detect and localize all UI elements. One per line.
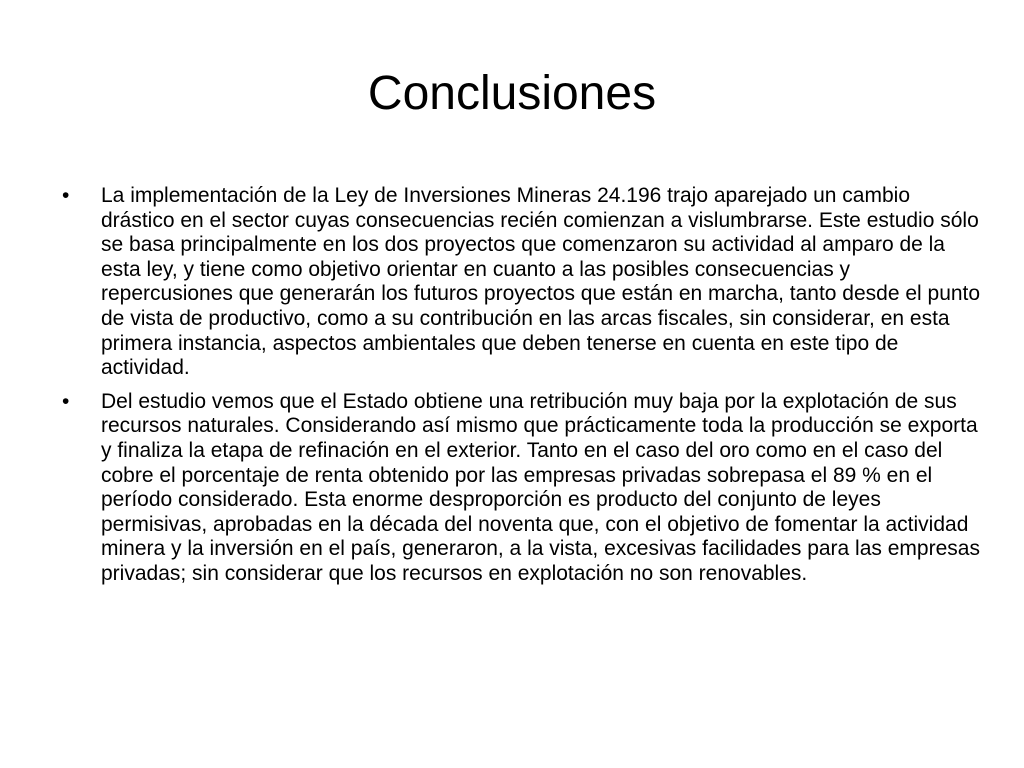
bullet-marker: •: [62, 389, 70, 413]
bullet-text: Del estudio vemos que el Estado obtiene una retribución muy baja por la explotación de sus recursos naturales. Considerando así mismo que prácticamente toda la producción se exporta y finaliza la etapa de refinación en el exterior. Tanto en el caso del oro como en el caso del cobre el porcentaje de renta obtenido por las empresas privadas sobrepasa el 89 % en el período considerado. Esta enorme desproporción es producto del conjunto de leyes permisivas, aprobadas en la década del noventa que, con el objetivo de fomentar la actividad minera y la inversión en el país, generaron, a la vista, excesivas facilidades para las empresas privadas; sin considerar que los recursos en explotación no son renovables.: [101, 389, 980, 585]
bullet-marker: •: [62, 184, 70, 207]
bullet-text: La implementación de la Ley de Inversiones Mineras 24.196 trajo aparejado un cambio drástico en el sector cuyas consecuencias recién comienzan a vislumbrarse. Este estudio sólo se basa principalmente en los dos proyectos que comenzaron su actividad al amparo de la esta ley, y tiene como objetivo orientar en cuanto a las posibles consecuencias y repercusiones que generarán los futuros proyectos que están en marcha, tanto desde el punto de vista de productivo, como a su contribución en las arcas fiscales, sin considerar, en esta primera instancia, aspectos ambientales que deben tenerse en cuenta en este tipo de actividad.: [101, 184, 981, 380]
bullet-item: [62, 184, 982, 381]
slide-title: Conclusiones: [367, 67, 657, 120]
bullet-list: [62, 184, 982, 596]
bullet-item: [62, 390, 982, 587]
